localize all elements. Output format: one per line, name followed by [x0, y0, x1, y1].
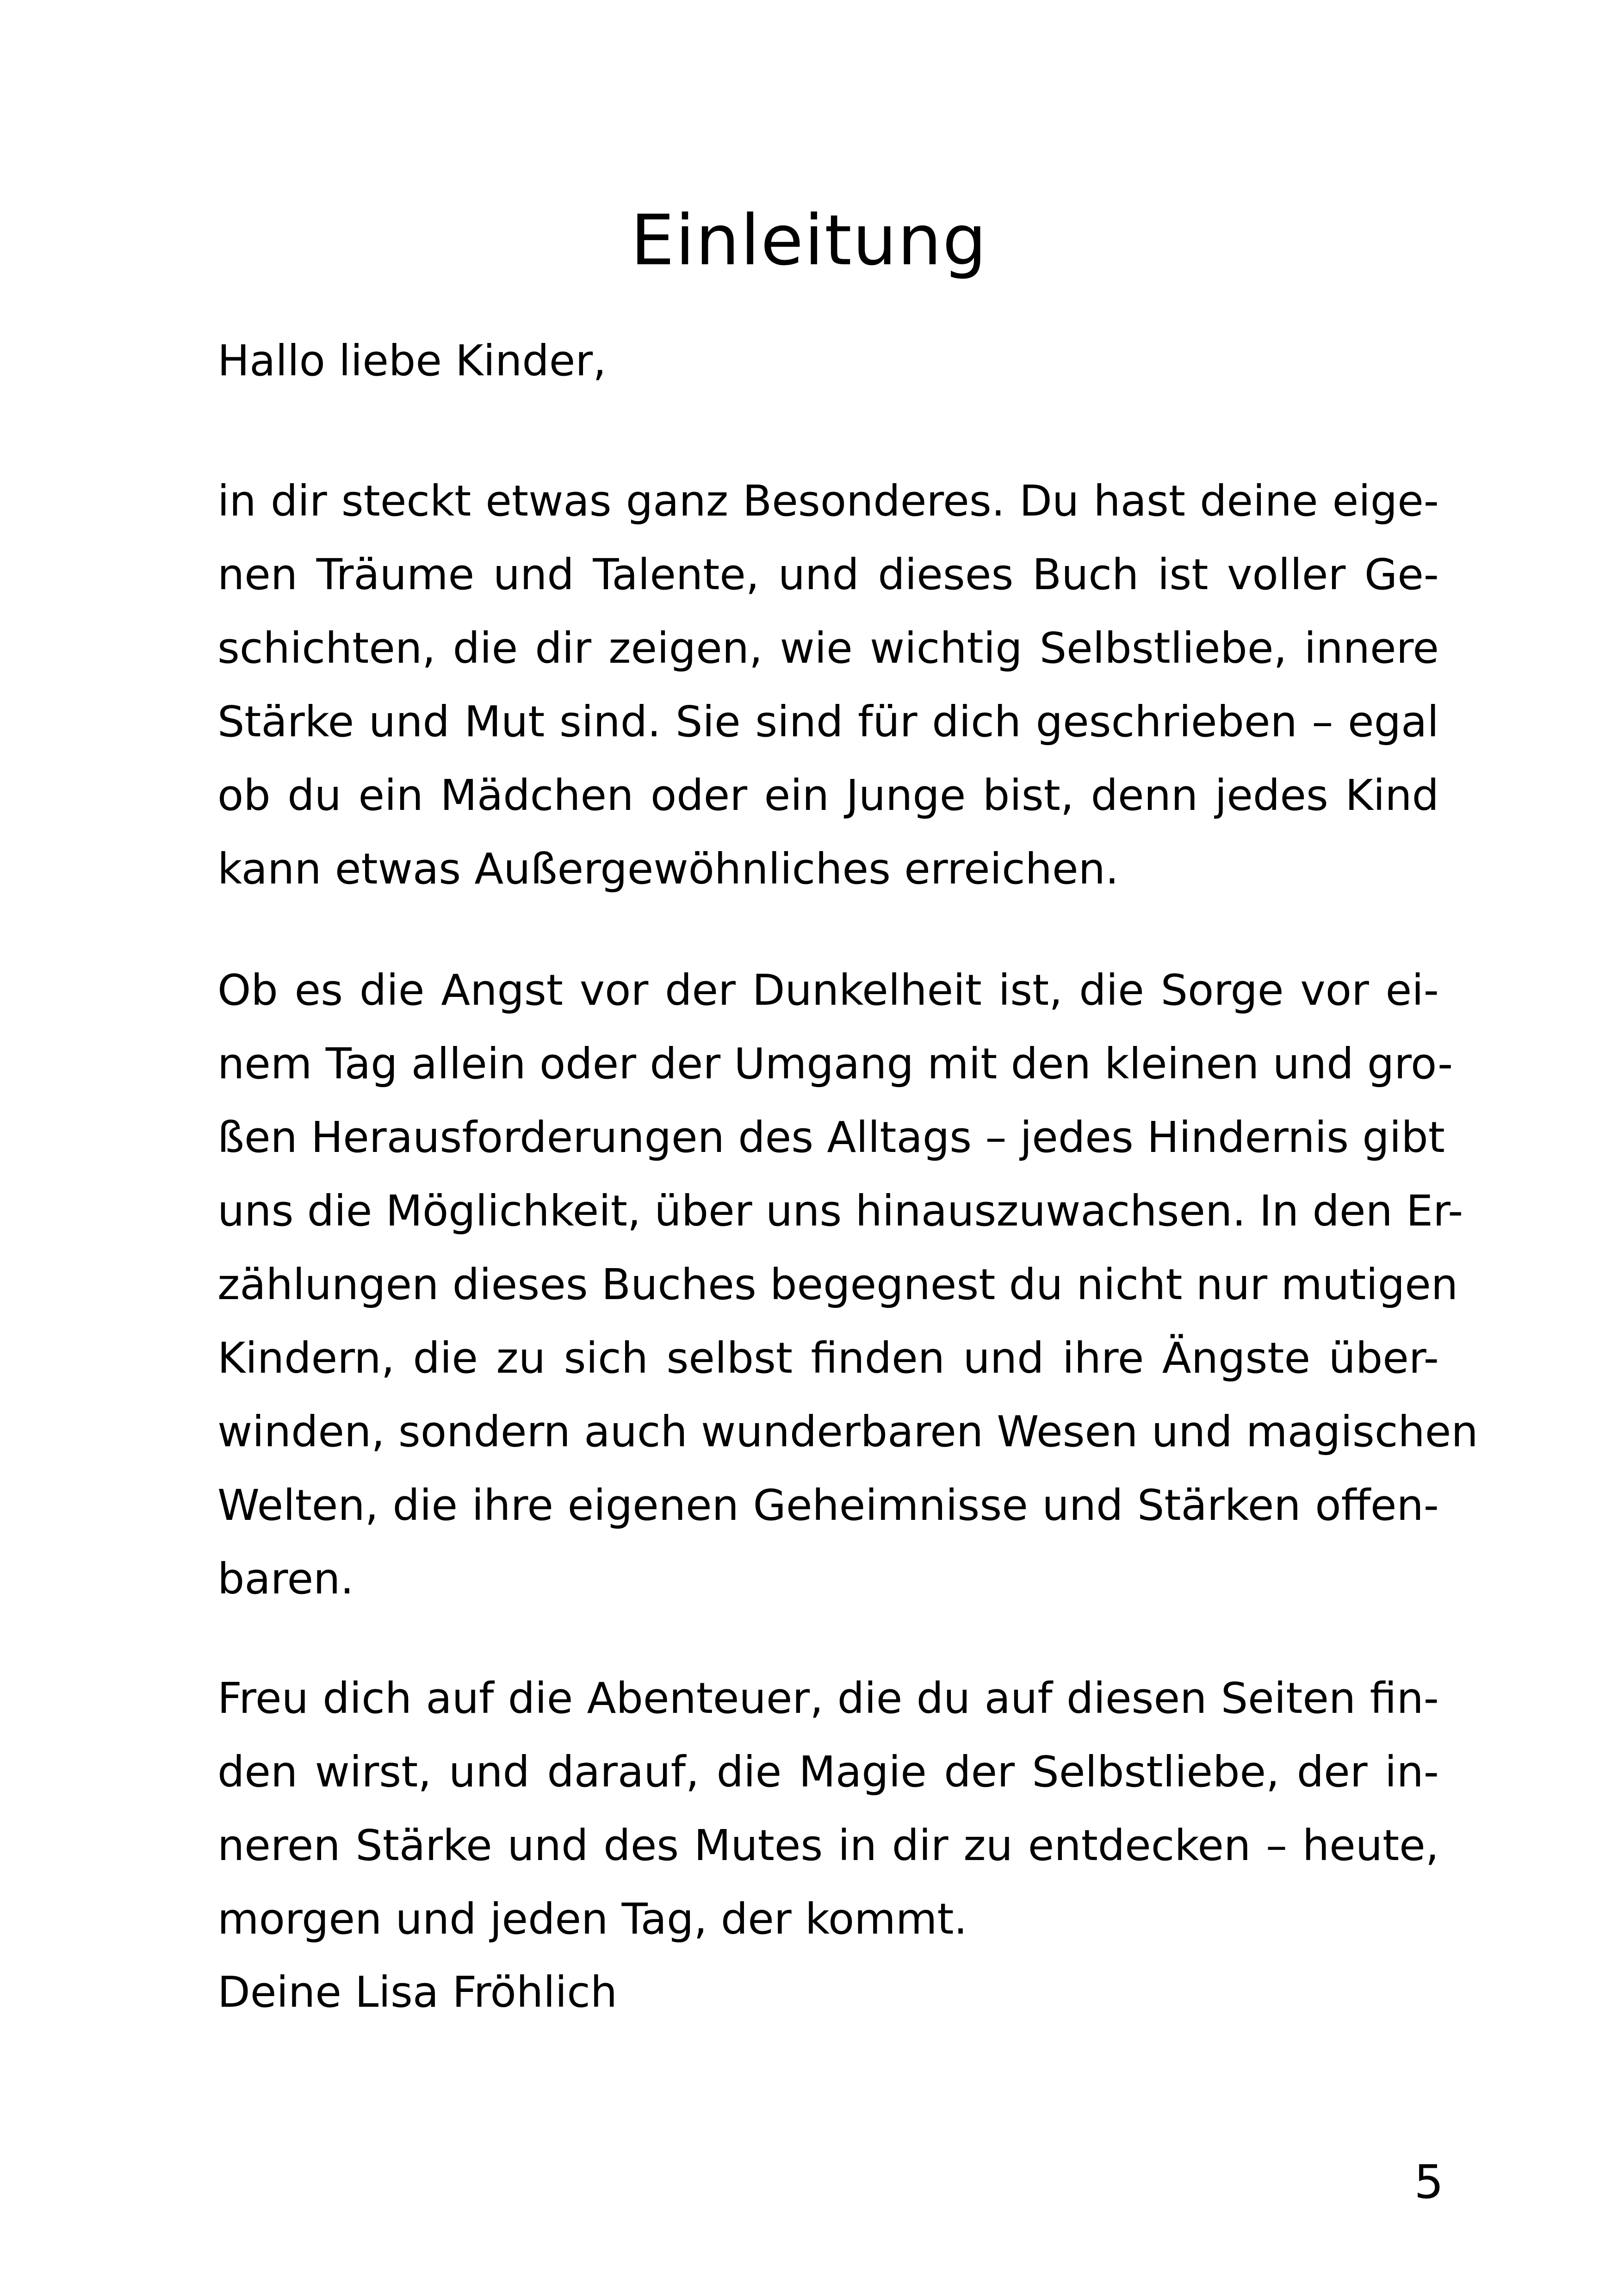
text-line: Stärke und Mut sind. Sie sind für dich geschrieben – egal [217, 697, 1439, 747]
text-line: zählungen dieses Buches begegnest du nicht nur mutigen [217, 1260, 1458, 1309]
text-line: nen Träume und Talente, und dieses Buch ist voller Ge- [217, 550, 1439, 599]
text-line: neren Stärke und des Mutes in dir zu entdecken – heute, [217, 1821, 1439, 1870]
chapter-title: Einleitung [630, 200, 988, 281]
text-line: nem Tag allein oder der Umgang mit den kleinen und gro- [217, 1039, 1453, 1089]
text-line: ßen Herausforderungen des Alltags – jedes Hindernis gibt [217, 1113, 1445, 1162]
signature: Deine Lisa Fröhlich [217, 1967, 618, 2017]
text-line: ob du ein Mädchen oder ein Junge bist, denn jedes Kind [217, 771, 1439, 820]
page-number: 5 [1414, 2155, 1444, 2209]
text-line: winden, sondern auch wunderbaren Wesen und magischen [217, 1407, 1478, 1456]
text-line: schichten, die dir zeigen, wie wichtig Selbstliebe, innere [217, 623, 1439, 673]
text-line: Kindern, die zu sich selbst finden und ihre Ängste über- [217, 1333, 1439, 1383]
text-line: uns die Möglichkeit, über uns hinauszuwachsen. In den Er- [217, 1186, 1463, 1236]
paragraph-1 [217, 464, 1439, 906]
text-line: Ob es die Angst vor der Dunkelheit ist, die Sorge vor ei- [217, 965, 1439, 1015]
text-line: morgen und jeden Tag, der kommt. [217, 1894, 967, 1944]
text-line: baren. [217, 1554, 354, 1604]
text-line: Freu dich auf die Abenteuer, die du auf diesen Seiten fin- [217, 1674, 1439, 1723]
paragraph-2 [217, 953, 1478, 1616]
text-line: den wirst, und darauf, die Magie der Selbstliebe, der in- [217, 1747, 1439, 1797]
greeting: Hallo liebe Kinder, [217, 336, 607, 386]
text-line: in dir steckt etwas ganz Besonderes. Du hast deine eige- [217, 476, 1439, 526]
text-line: kann etwas Außergewöhnliches erreichen. [217, 844, 1119, 894]
paragraph-3 [217, 1661, 1439, 1956]
text-line: Welten, die ihre eigenen Geheimnisse und Stärken offen- [217, 1481, 1439, 1530]
